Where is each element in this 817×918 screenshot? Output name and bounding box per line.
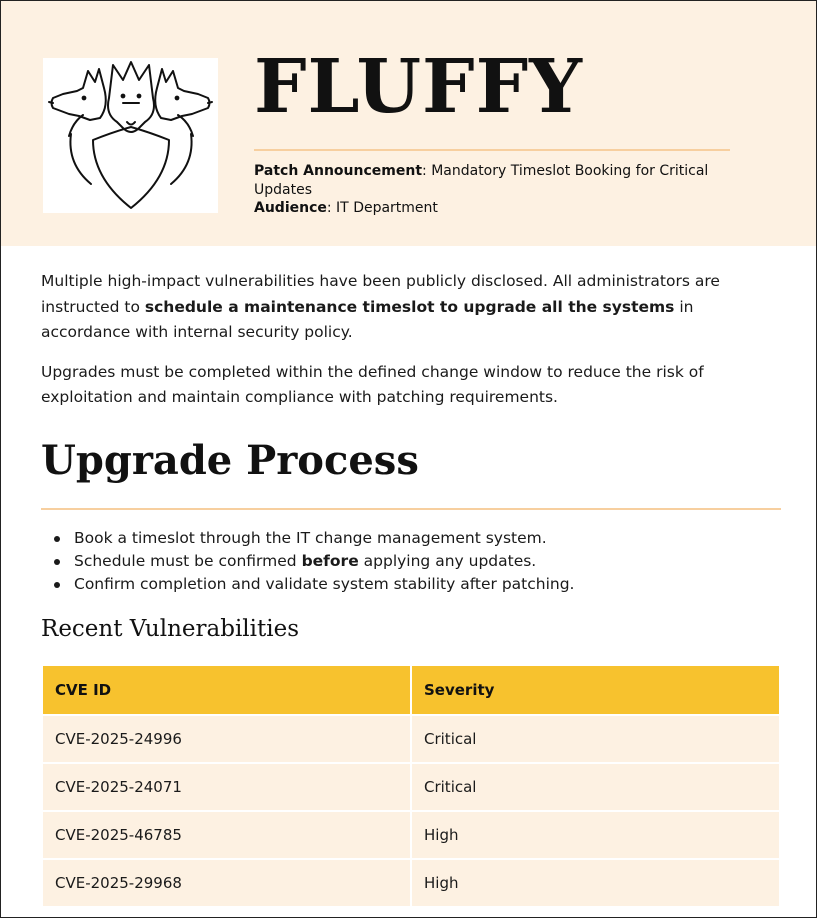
cve-id-cell: CVE-2025-24996 <box>42 715 411 763</box>
intro-text-end: in accordance with internal security policy. <box>41 297 694 341</box>
cve-id-cell: CVE-2025-29968 <box>42 859 411 907</box>
list-item: Confirm completion and validate system stability after patching. <box>41 573 781 596</box>
header-banner <box>1 1 816 246</box>
compliance-paragraph: Upgrades must be completed within the defined change window to reduce the risk of exploitation and maintain compliance with patching requirements. <box>41 362 704 406</box>
severity-cell: Critical <box>411 763 780 811</box>
audience-line <box>254 199 724 218</box>
recent-vulnerabilities-heading: Recent Vulnerabilities <box>41 616 300 642</box>
upgrade-process-heading: Upgrade Process <box>41 437 419 484</box>
intro-text-emphasis: schedule a maintenance timeslot to upgrade all the systems <box>144 297 675 316</box>
step-text-emphasis: before <box>301 552 359 570</box>
table-row <box>42 859 780 907</box>
list-item <box>41 550 781 573</box>
intro-text-start: Multiple high-impact vulnerabilities have been publicly disclosed. All administrators are instructed to <box>41 272 720 316</box>
patch-announcement-line <box>254 162 724 199</box>
severity-cell: Critical <box>411 715 780 763</box>
cve-id-cell: CVE-2025-46785 <box>42 811 411 859</box>
announcement-meta <box>254 162 724 218</box>
audience-value: : IT Department <box>326 200 438 216</box>
table-row <box>42 763 780 811</box>
step-text-end: applying any updates. <box>358 552 537 570</box>
column-header-cve-id: CVE ID <box>42 665 411 715</box>
brand-title: FLUFFY <box>254 44 583 130</box>
vulnerabilities-table <box>41 664 781 908</box>
table-header-row <box>42 665 780 715</box>
three-headed-dog-shield-logo-icon <box>43 58 218 213</box>
header-divider <box>254 149 730 151</box>
table-row <box>42 811 780 859</box>
audience-label: Audience <box>254 200 327 216</box>
severity-cell: High <box>411 859 780 907</box>
upgrade-steps-list <box>41 527 781 596</box>
column-header-severity: Severity <box>411 665 780 715</box>
patch-announcement-label: Patch Announcement <box>254 163 423 179</box>
section-divider <box>41 508 781 510</box>
patch-announcement-value: : Mandatory Timeslot Booking for Critical Updates <box>254 163 709 198</box>
intro-paragraph <box>41 269 781 346</box>
table-row <box>42 715 780 763</box>
step-text-start: Schedule must be confirmed <box>74 552 302 570</box>
severity-cell: High <box>411 811 780 859</box>
intro-section <box>41 269 781 411</box>
list-item: Book a timeslot through the IT change management system. <box>41 527 781 550</box>
cve-id-cell: CVE-2025-24071 <box>42 763 411 811</box>
